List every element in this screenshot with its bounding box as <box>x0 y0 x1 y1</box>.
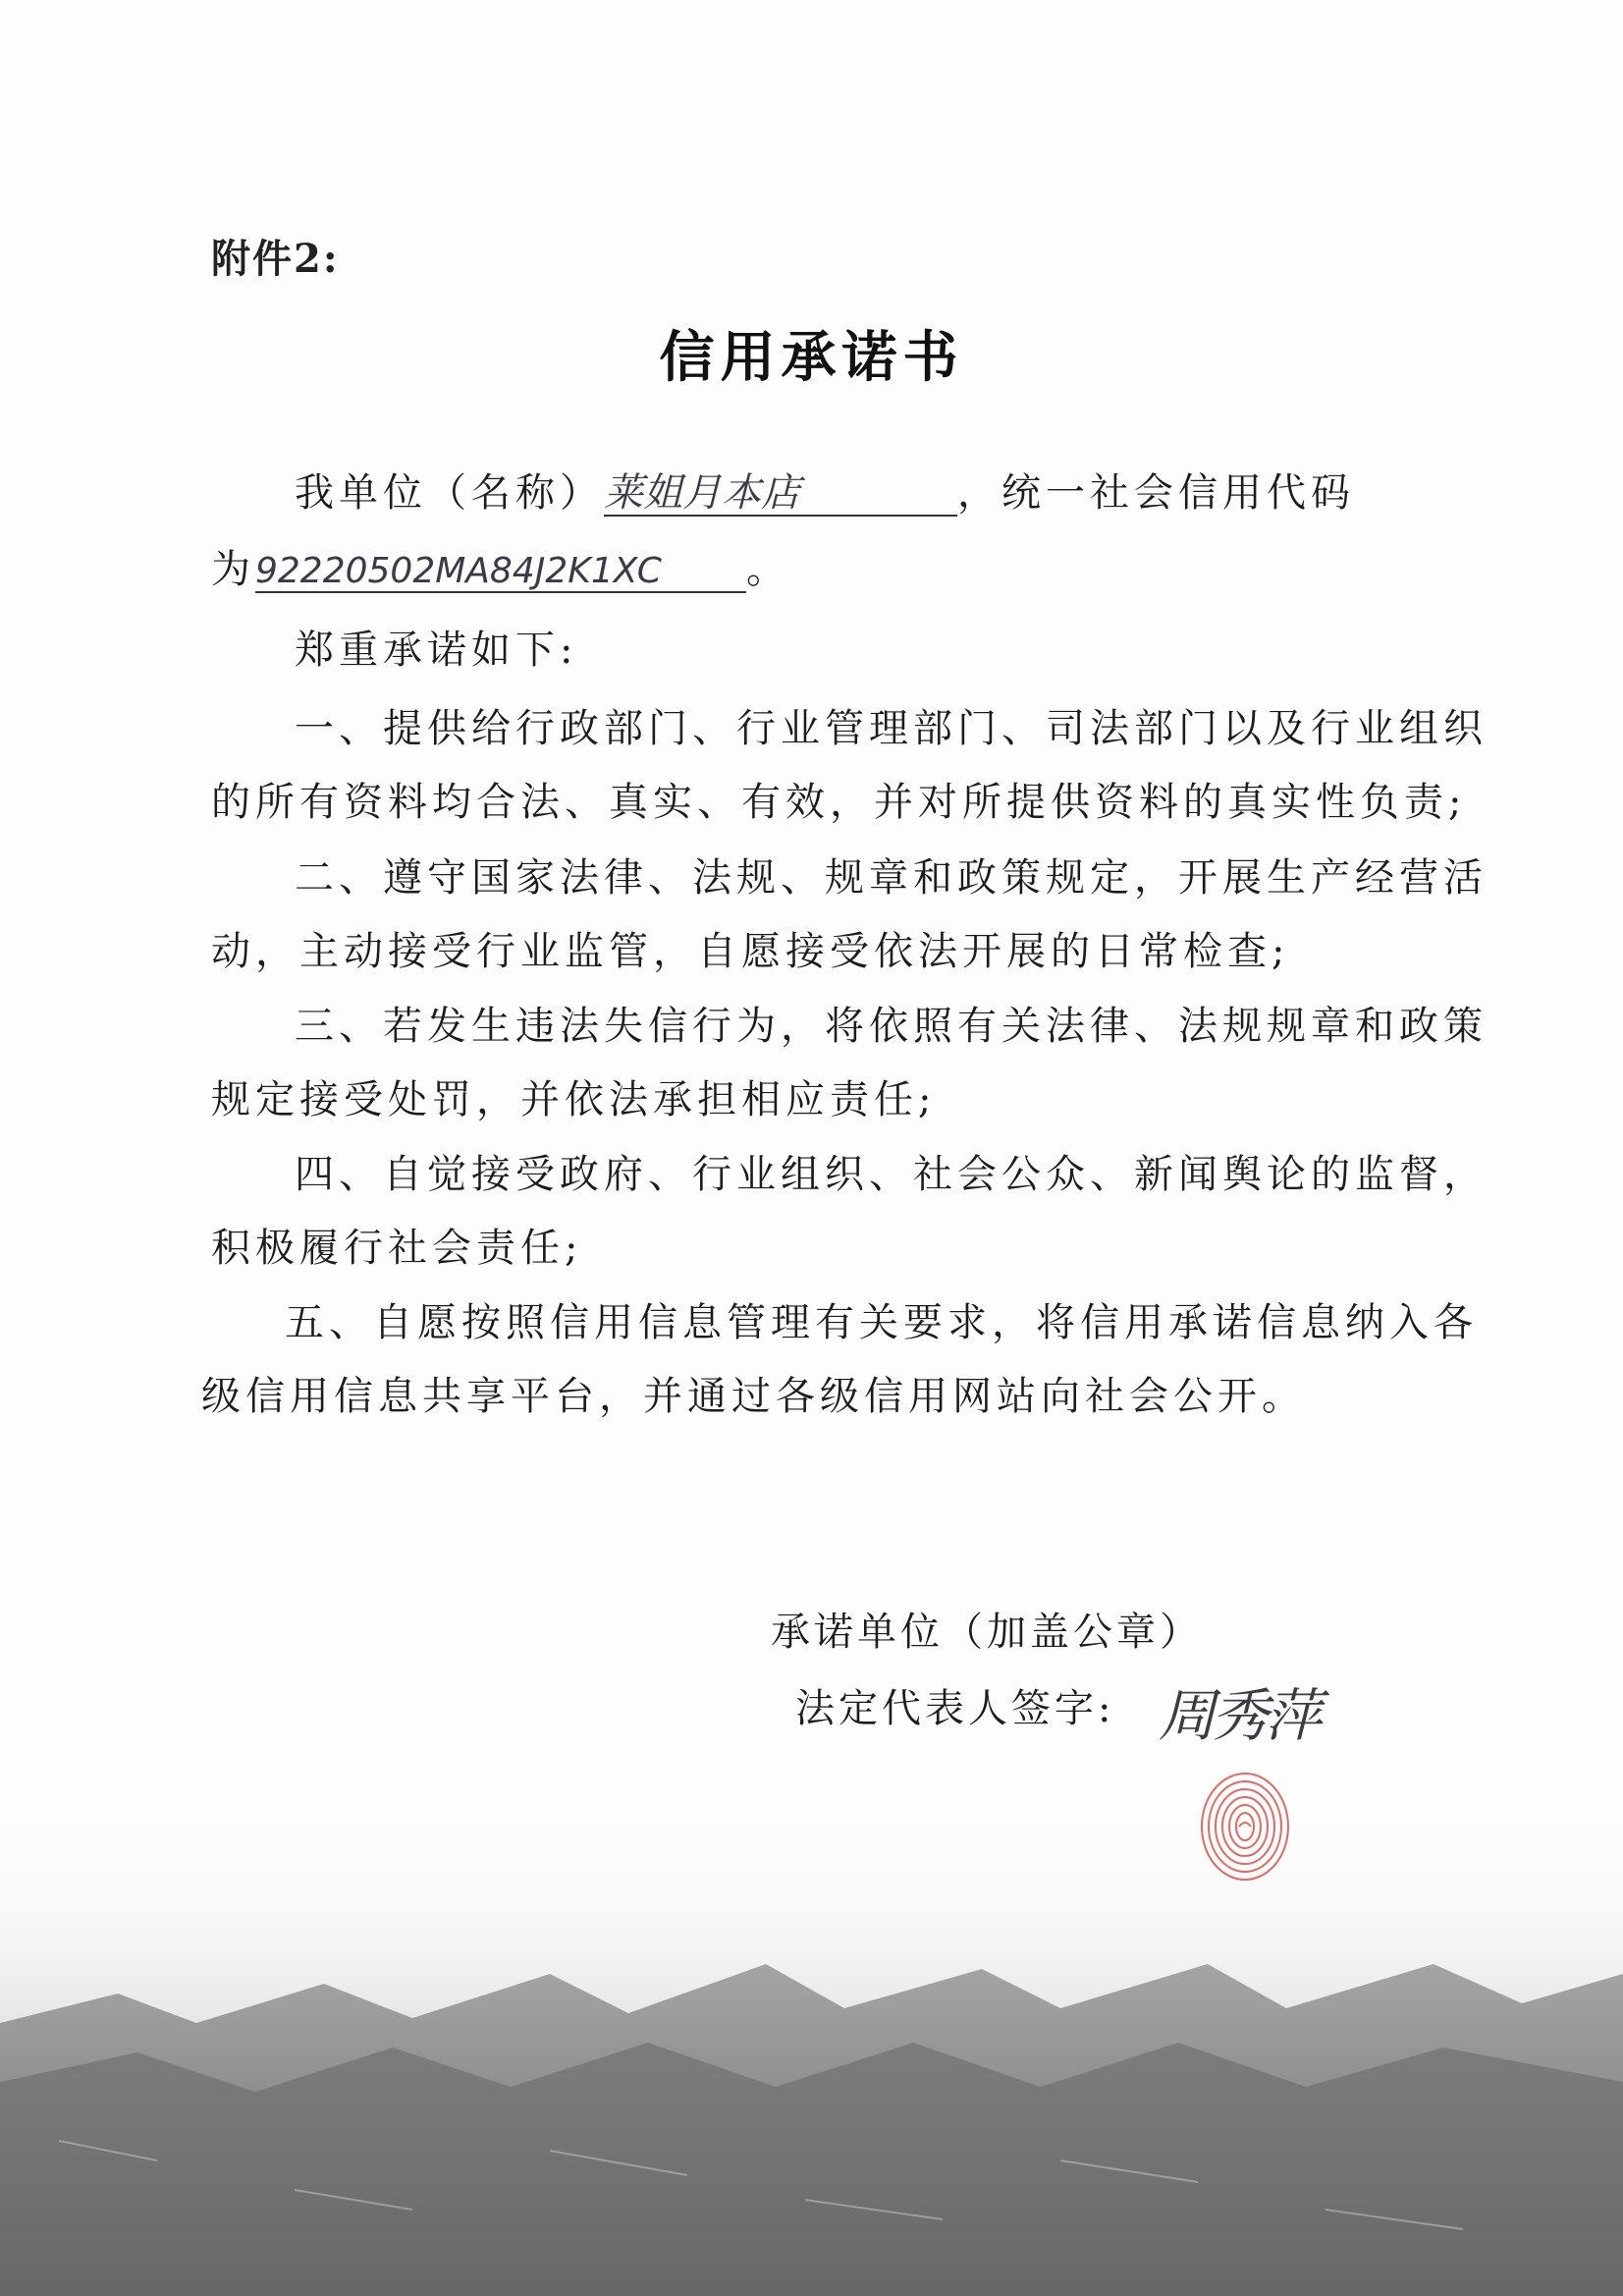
legal-rep-label: 法定代表人签字: <box>795 1686 1115 1731</box>
paragraph-2-line-2: 动，主动接受行业监管，自愿接受依法开展的日常检查; <box>211 929 1290 974</box>
paragraph-4-line-1: 四、自觉接受政府、行业组织、社会公众、新闻舆论的监督， <box>295 1152 1488 1197</box>
credit-code-line <box>211 538 790 594</box>
paragraph-1-line-1: 一、提供给行政部门、行业管理部门、司法部门以及行业组织 <box>295 706 1488 751</box>
code-suffix: 。 <box>746 547 790 592</box>
paragraph-3-line-2: 规定接受处罚，并依法承担相应责任; <box>211 1077 937 1122</box>
legal-rep-signature: 周秀萍 <box>1159 1682 1319 1749</box>
attachment-label: 附件2: <box>211 236 340 282</box>
fingerprint-stamp <box>1196 1768 1294 1886</box>
code-prefix: 为 <box>211 547 255 592</box>
intro-line <box>295 462 1355 518</box>
sign-unit-label: 承诺单位（加盖公章） <box>771 1610 1203 1655</box>
credit-code-field: 92220502MA84J2K1XC <box>255 552 746 593</box>
paragraph-1-line-2: 的所有资料均合法、真实、有效，并对所提供资料的真实性负责; <box>211 780 1467 825</box>
paragraph-4-line-2: 积极履行社会责任; <box>211 1226 583 1271</box>
paragraph-2-line-1: 二、遵守国家法律、法规、规章和政策规定，开展生产经营活 <box>295 855 1488 901</box>
intro-suffix: ，统一社会信用代码 <box>957 470 1355 516</box>
page-title: 信用承诺书 <box>659 325 964 390</box>
paragraph-5-line-1: 五、自愿按照信用信息管理有关要求，将信用承诺信息纳入各 <box>285 1300 1478 1345</box>
intro-prefix: 我单位（名称） <box>295 470 604 516</box>
unit-name-field: 莱姐月本店 <box>604 471 957 517</box>
paragraph-3-line-1: 三、若发生违法失信行为，将依照有关法律、法规规章和政策 <box>295 1004 1488 1049</box>
paragraph-5-line-2: 级信用信息共享平台，并通过各级信用网站向社会公开。 <box>201 1374 1306 1419</box>
pledge-heading: 郑重承诺如下: <box>295 628 578 673</box>
